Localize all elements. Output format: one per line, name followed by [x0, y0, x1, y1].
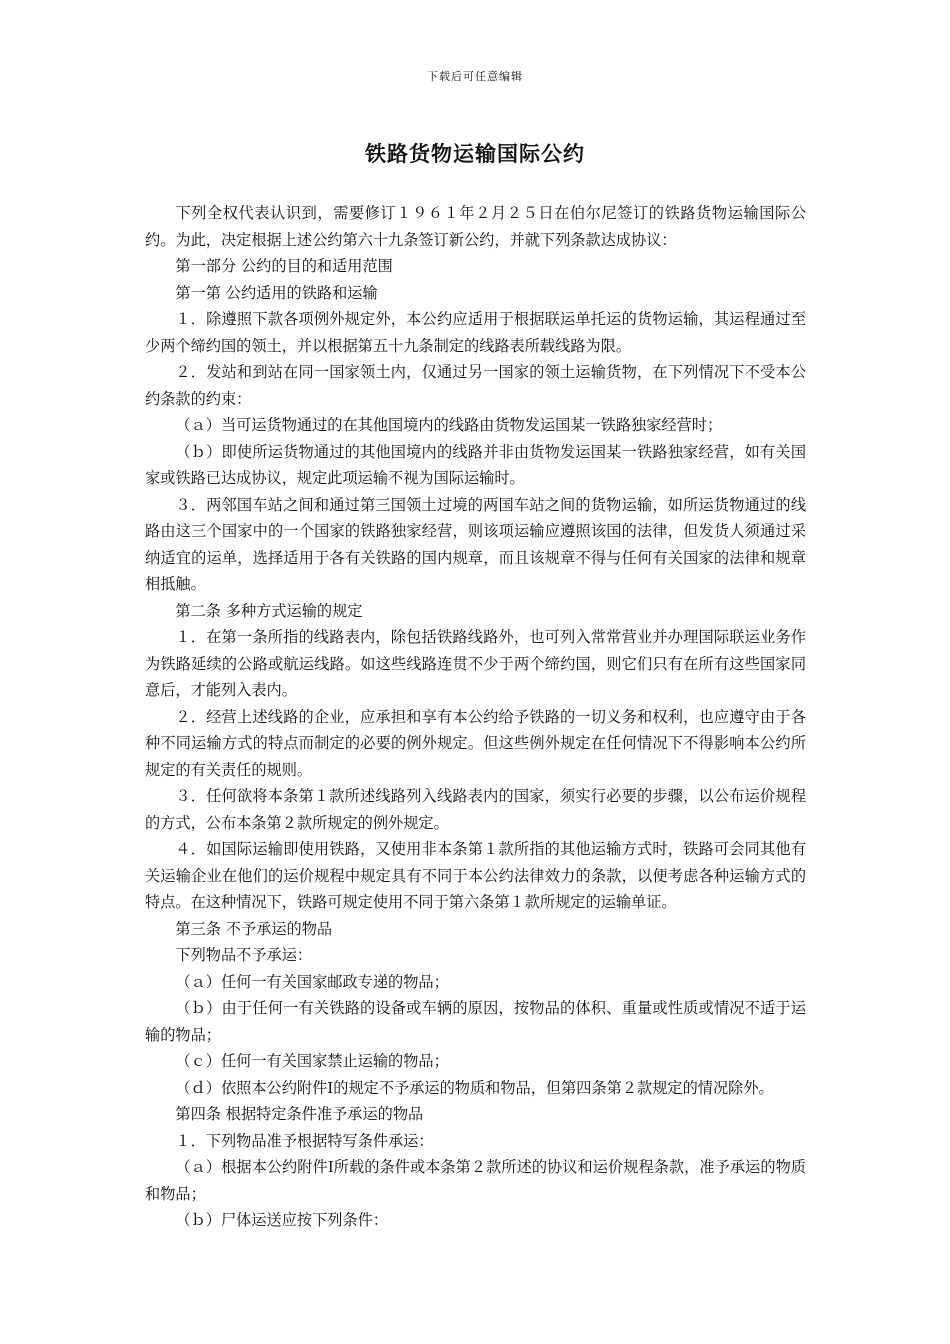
page-header: 下载后可任意编辑 [427, 70, 523, 83]
paragraph: 下列全权代表认识到，需要修订１９６１年２月２５日在伯尔尼签订的铁路货物运输国际公约。为此，决定根据上述公约第六十九条签订新公约，并就下列条款达成协议： [145, 204, 806, 249]
paragraph: （ｂ）由于任何一有关铁路的设备或车辆的原因，按物品的体积、重量或性质或情况不适于运输的物品； [145, 999, 806, 1044]
paragraph: 下列物品不予承运： [175, 946, 313, 964]
paragraph: ２．发站和到站在同一国家领土内，仅通过另一国家的领土运输货物，在下列情况下不受本公约条款的约束： [145, 363, 806, 408]
article-heading: 第三条 不予承运的物品 [175, 919, 333, 938]
paragraph: ２．经营上述线路的企业，应承担和享有本公约给予铁路的一切义务和权利，也应遵守由于各种不同运输方式的特点而制定的必要的例外规定。但这些例外规定在任何情况下不得影响本公约所规定的有关责任的规则。 [145, 707, 806, 779]
document-body [145, 200, 806, 1234]
paragraph: １．在第一条所指的线路表内，除包括铁路线路外，也可列入常常营业并办理国际联运业务作为铁路延续的公路或航运线路。如这些线路连贯不少于两个缔约国，则它们只有在所有这些国家同意后，才能列入表内。 [145, 628, 806, 699]
paragraph: １．下列物品准予根据特写条件承运： [175, 1131, 434, 1150]
paragraph: （ｂ）即使所运货物通过的其他国境内的线路并非由货物发运国某一铁路独家经营，如有关国家或铁路已达成协议，规定此项运输不视为国际运输时。 [145, 442, 806, 487]
paragraph: ３．任何欲将本条第１款所述线路列入线路表内的国家，须实行必要的步骤，以公布运价规程的方式，公布本条第２款所规定的例外规定。 [145, 787, 806, 832]
article-heading: 第一第 公约适用的铁路和运输 [175, 283, 378, 302]
paragraph: （ａ）根据本公约附件Ⅰ所载的条件或本条第２款所述的协议和运价规程条款，准予承运的物质和物品； [145, 1158, 806, 1203]
paragraph: ４．如国际运输即使用铁路，又使用非本条第１款所指的其他运输方式时，铁路可会同其他有关运输企业在他们的运价规程中规定具有不同于本公约法律效力的条款，以便考虑各种运输方式的特点。在这种情况下，铁路可规定使用不同于第六条第１款所规定的运输单证。 [145, 840, 806, 911]
document-title: 铁路货物运输国际公约 [365, 142, 585, 166]
article-heading: 第四条 根据特定条件准予承运的物品 [175, 1105, 424, 1123]
paragraph: （ｄ）依照本公约附件Ⅰ的规定不予承运的物质和物品，但第四条第２款规定的情况除外。 [175, 1078, 774, 1097]
paragraph: （ｃ）任何一有关国家禁止运输的物品； [175, 1052, 449, 1070]
paragraph: （ａ）当可运货物通过的在其他国境内的线路由货物发运国某一铁路独家经营时； [175, 416, 723, 434]
paragraph: （ｂ）尸体运送应按下列条件： [175, 1211, 389, 1229]
paragraph: ３．两邻国车站之间和通过第三国领土过境的两国车站之间的货物运输，如所运货物通过的线路由这三个国家中的一个国家的铁路独家经营，则该项运输应遵照该国的法律，但发货人须通过采纳适宜的运单，选择适用于各有关铁路的国内规章，而且该规章不得与任何有关国家的法律和规章相抵触。 [145, 495, 806, 593]
paragraph: １．除遵照下款各项例外规定外，本公约应适用于根据联运单托运的货物运输，其运程通过至少两个缔约国的领土，并以根据第五十九条制定的线路表所载线路为限。 [145, 310, 806, 355]
article-heading: 第二条 多种方式运输的规定 [175, 601, 363, 620]
part-heading: 第一部分 公约的目的和适用范围 [175, 257, 393, 275]
paragraph: （ａ）任何一有关国家邮政专递的物品； [175, 972, 449, 991]
